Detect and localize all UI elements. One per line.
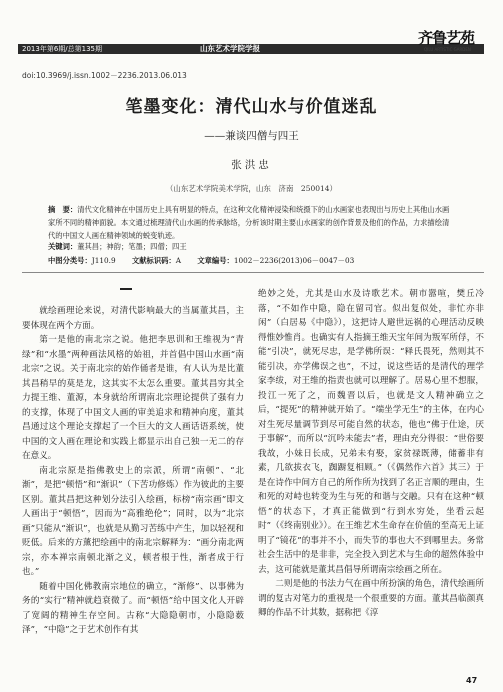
abstract-text: 清代文化精神在中国历史上具有明显的特点，在这种文化精神浸染和统摄下的山水画家也表现出与历史上其他山水画家所不同的精神面貌。本文通过梳理清代山水画的传承脉络，分析该时期主要山水画家的创作背景及他们的作品，力求描绘清代的中国文人画在精神领域的蜕变轨迹。: [48, 205, 450, 240]
article-title: 笔墨变化：清代山水与价值迷乱: [125, 97, 378, 117]
article-no-value: 1002－2236(2013)06－0047－03: [233, 256, 355, 265]
classification-line: [48, 256, 354, 266]
keywords-label: 关键词：: [48, 242, 78, 251]
journal-logo: [418, 27, 488, 55]
abstract: [48, 203, 456, 242]
doi-line: doi:10.3969/j.issn.1002－2236.2013.06.013: [22, 71, 187, 80]
article-no-label: 文章编号：: [197, 256, 234, 265]
issue-info: 2013年第6期/总第135期: [22, 45, 102, 53]
body-column-right: [258, 287, 484, 621]
author-affiliation: （山东艺术学院美术学院，山东 济南 250014）: [165, 184, 338, 193]
keywords-text: 董其昌；神韵；笔墨；四僧；四王: [77, 242, 187, 251]
clc-value: J110.9: [91, 256, 116, 265]
paragraph: 第一是他的南北宗之说。他把李思训和王维视为“青绿”和“水墨”两种画法风格的始祖，并首倡中国山水画“南北宗”之说。关于南北宗的始作俑者是谁，有人认为是比董其昌稍早的莫是龙，这其实不太怎么重要。董其昌穷其全力提王维、董源，本身就给所谓南北宗理论提供了强有力的支撑，体现了中国文人画的审美追求和精神向度，董其昌通过这个理论支撑起了一个巨大的文人画话语系统，使中国的文人画在理论和实践上都显示出自己独一无二的存在意义。: [22, 335, 244, 461]
logo-sub-text: QILU ARTISTIC GARDEN: [424, 47, 471, 52]
paragraph: 绝妙之处，尤其是山水及诗歌艺术。朝市嚣喧，樊丘冷落，“不如作中隐，隐在留司官。似出复似处，非忙亦非闲”（白居易《中隐》），这把诗人避世远祸的心理活动反映得惟妙惟肖。也确实有人指摘王维天宝年间为叛军所俘，不能“引决”，就死尽忠，是学佛所误：“释氏畏死，然则其不能引决，亦学佛误之也”，不过，说这些话的是清代的理学家李绂，对王维的指责也就可以理解了。居易心里不想服，投江一死了之，而魏晋以后，也就是文人精神确立之后，“提死”的精神就开始了。“端坐学无生”的主体，在内心对生死尽量调节到尽可能自然的状态，他也“佛于仕途，厌于事解”，而所以“沉吟未能去”者，理由充分得很：“世俗要我故，小妹日长成，兄弟未有娶，家贫禄既薄，储蓄非有素，几欲拔衣飞，踟蹰复相顾。”（《偶然作六首》其三）于是在诗作中间方自己的所作所为找到了名正言顺的理由，生和死的对峙也转变为生与死的和谐与交融。只有在这种“顿悟”的状态下，才真正能做到“行到水穷处，坐看云起时”（《终南别业》）。在王维艺术生命存在价值的至高无上证明了“镜花”的事并不小，而失节的事也大不到哪里去。务常社会生活中的是非非，完全投入到艺术与生命的超然体验中去，这可能就是董其昌倡导所谓南宗绘画之所在。: [258, 289, 484, 575]
paragraph: 就绘画理论来说，对清代影响最大的当属董其昌，主要体现在两个方面。: [22, 306, 244, 331]
paragraph: 南北宗原是指佛教史上的宗派，所谓“南顿”、“北渐”，是把“顿悟”和“渐识”（下苦功修炼）作为彼此的主要区别。董其昌把这种划分法引入绘画，标榜“南宗画”即文人画出于“顿悟”，因而为“高雅绝伦”；同时，以为“北宗画”只能从“渐识”，也就是从勤习苦练中产生，加以轻视和贬低。后来的方薰把绘画中的南北宗解释为：“画分南北两宗，亦本禅宗南顿北渐之义，顿者根于性，渐者成于行也。”: [22, 465, 244, 577]
logo-main-text: 齐鲁艺苑: [418, 29, 475, 47]
article-subtitle: ——兼谈四僧与四王: [204, 130, 299, 142]
keywords: [48, 242, 187, 252]
abstract-label: 摘 要：: [48, 205, 78, 214]
author-name: 张洪忠: [231, 159, 272, 171]
section-dash: [120, 288, 132, 290]
clc-label: 中图分类号：: [48, 256, 92, 265]
paragraph: 随着中国化佛教南宗地位的确立，“渐修”、以事佛为务的“实行”精神就趋衰微了。而“顿悟”给中国文化人开辟了宽阔的精神生存空间。古称“大隐隐朝市，小隐隐薮泽”，“中隐”之于艺术创作有其: [22, 581, 244, 635]
doc-code-value: A: [175, 256, 181, 265]
journal-name: 山东艺术学院学报: [200, 44, 260, 53]
paragraph: 二则是他的书法力气在画中所扮演的角色，清代绘画所谓的复古对笔力的重视是一个很重要的方面。董其昌临颜真卿的作品不计其数，据称把《淳: [258, 579, 484, 618]
doc-code-label: 文献标识码：: [131, 256, 176, 265]
body-column-left: [22, 304, 244, 638]
page-number: 47: [466, 676, 478, 685]
section-divider: [22, 272, 484, 273]
